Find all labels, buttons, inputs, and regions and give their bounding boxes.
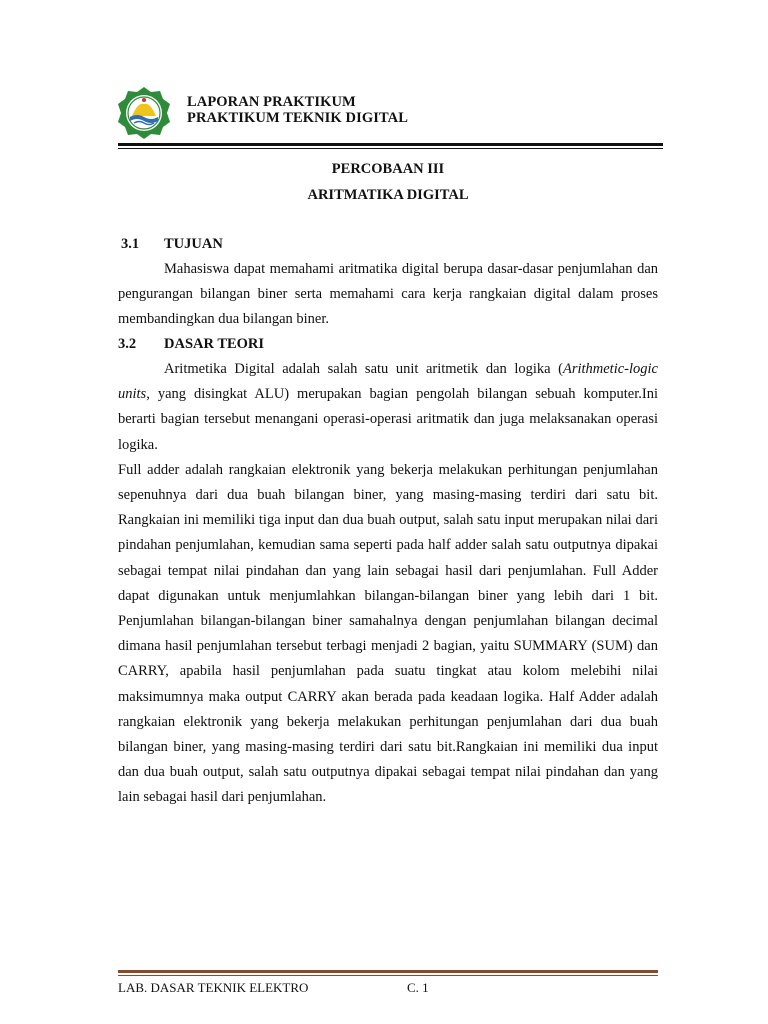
teori-1-text-a: Aritmetika Digital adalah salah satu unit aritmetik dan logika ( [164, 361, 563, 377]
header-rule-thin [118, 148, 663, 149]
dasar-teori-paragraphs [118, 357, 658, 811]
section-heading-dasar-teori: DASAR TEORI [164, 336, 265, 352]
tujuan-paragraph [118, 257, 658, 333]
chapter-number: PERCOBAAN III [331, 161, 445, 177]
teori-paragraph-1 [118, 357, 658, 458]
report-header-line2: PRAKTIKUM TEKNIK DIGITAL [187, 110, 409, 126]
chapter-title: ARITMATIKA DIGITAL [307, 187, 469, 203]
footer-lab-name: LAB. DASAR TEKNIK ELEKTRO [118, 980, 309, 995]
report-header [187, 94, 408, 126]
section-heading-tujuan: TUJUAN [164, 236, 223, 252]
teori-1-text-b: , yang disingkat ALU) merupakan bagian pengolah bilangan sebuah komputer.Ini berarti bagian tersebut menangani operasi-operasi aritmatik dan juga melaksanakan operasi logika. [118, 386, 658, 453]
teori-1-italic-term: Arithmetic-logic units [118, 361, 658, 403]
report-header-line1: LAPORAN PRAKTIKUM [187, 94, 356, 110]
footer-page-number: C. 1 [407, 980, 429, 995]
section-number-3-2: 3.2 [118, 336, 137, 352]
teori-paragraph-2: Full adder adalah rangkaian elektronik yang bekerja melakukan perhitungan penjumlahan sepenuhnya dari dua buah bilangan biner, yang masing-masing terdiri dari satu bit. Rangkaian ini memiliki tiga input dan dua buah output, salah satu input merupakan nilai dari pindahan penjumlahan, kemudian sama seperti pada half adder salah satu outputnya dipakai sebagai tempat nilai pindahan dan yang lain sebagai hasil dari penjumlahan. Full Adder dapat digunakan untuk menjumlahkan bilangan-bilangan biner yang lebih dari 1 bit. Penjumlahan bilangan-bilangan biner samahalnya dengan penjumlahan bilangan decimal dimana hasil penjumlahan tersebut terbagi menjadi 2 bagian, yaitu SUMMARY (SUM) dan CARRY, apabila hasil penjumlahan pada suatu tingkat atau kolom melebihi nilai maksimumnya maka output CARRY akan berada pada keadaan logika. Half Adder adalah rangkaian elektronik yang bekerja melakukan perhitungan penjumlahan dari dua buah bilangan biner, yang masing-masing terdiri dari satu bit.Rangkaian ini memiliki dua input dan dua buah output, salah satu outputnya dipakai sebagai tempat nilai pindahan dan yang lain sebagai hasil dari penjumlahan. [118, 461, 658, 806]
tujuan-text: Mahasiswa dapat memahami aritmatika digital berupa dasar-dasar penjumlahan dan pengurangan bilangan biner serta memahami cara kerja rangkaian digital dalam proses membandingkan dua bilangan biner. [118, 261, 658, 328]
footer-rule-thick [118, 970, 658, 973]
section-number-3-1: 3.1 [121, 236, 140, 252]
header-rule-thick [118, 143, 663, 146]
footer-rule-thin [118, 975, 658, 976]
university-logo-icon [116, 86, 172, 140]
